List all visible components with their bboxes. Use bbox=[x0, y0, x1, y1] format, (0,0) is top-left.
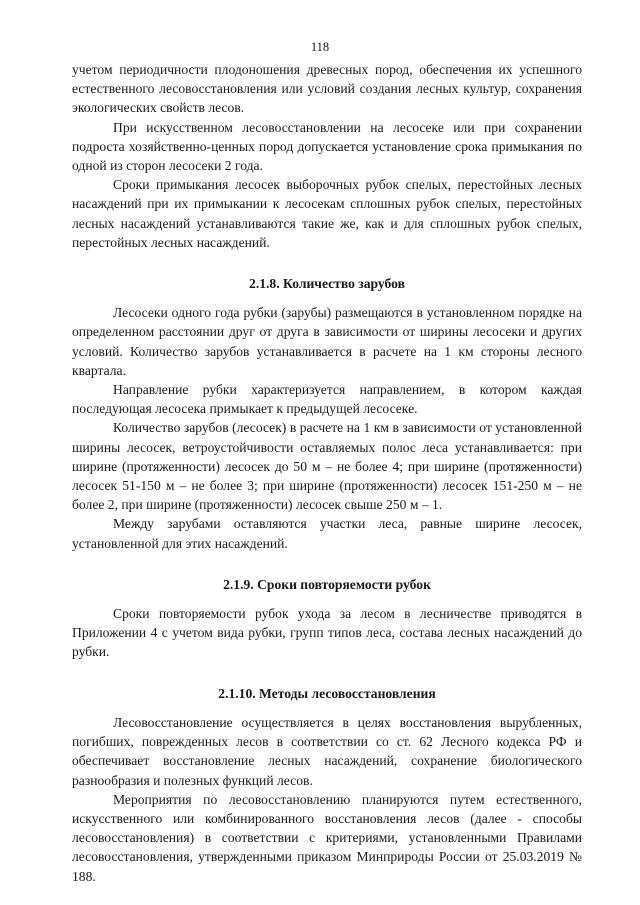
paragraph: Мероприятия по лесовосстановлению планируются путем естественного, искусственного или комбинированного восстановления лесов (далее - способы лесовосстановления) в соответствии с критериями, установленными Правилами лесовосстановления, утвержденными приказом Минприроды России от 25.03.2019 № 188. bbox=[72, 791, 582, 884]
paragraph: Сроки повторяемости рубок ухода за лесом в лесничестве приводятся в Приложении 4 с учетом вида рубки, групп типов леса, состава лесных насаждений до рубки. bbox=[72, 606, 582, 660]
paragraph: учетом периодичности плодоношения древесных пород, обеспечения их успешного естественного лесовосстановления или условий создания лесных культур, сохранения экологических свойств лесов. bbox=[72, 62, 582, 116]
section-heading: 2.1.9. Сроки повторяемости рубок bbox=[223, 576, 431, 592]
document-body bbox=[72, 60, 582, 886]
section-heading: 2.1.10. Методы лесовосстановления bbox=[218, 685, 436, 701]
paragraph: Сроки примыкания лесосек выборочных рубок спелых, перестойных лесных насаждений при их примыкании к лесосекам сплошных рубок спелых, перестойных лесных насаждений устанавливаются такие же, как и для сплошных рубок спелых, перестойных лесных насаждений. bbox=[72, 177, 582, 250]
paragraph: Лесовосстановление осуществляется в целях восстановления вырубленных, погибших, поврежденных лесов в соответствии со ст. 62 Лесного кодекса РФ и обеспечивает восстановление лесных насаждений, сохранение биологического разнообразия и полезных функций лесов. bbox=[72, 714, 582, 788]
paragraph: Между зарубами оставляются участки леса, равные ширине лесосек, установленной для этих насаждений. bbox=[72, 516, 582, 551]
paragraph: Лесосеки одного года рубки (зарубы) размещаются в установленном порядке на определенном расстоянии друг от друга в зависимости от ширины лесосеки и других условий. Количество зарубов устанавливается в расчете на 1 км стороны лесного квартала. bbox=[72, 305, 582, 378]
paragraph: Направление рубки характеризуется направлением, в котором каждая последующая лесосека примыкает к предыдущей лесосеке. bbox=[72, 382, 582, 417]
page-number: 118 bbox=[310, 40, 330, 54]
paragraph: При искусственном лесовосстановлении на лесосеке или при сохранении подроста хозяйственно-ценных пород допускается установление срока примыкания по одной из сторон лесосеки 2 года. bbox=[72, 119, 582, 174]
section-heading: 2.1.8. Количество зарубов bbox=[249, 276, 405, 292]
paragraph: Количество зарубов (лесосек) в расчете на 1 км в зависимости от установленной ширины лесосек, ветроустойчивости оставляемых полос леса устанавливается: при ширине (протяженности) лесосек до 50 м – не более 4; при ширине (протяженности) лесосек 51-150 м – не более 3; при ширине (протяженности) лесосек 151-250 м – не более 2, при ширине (протяженности) лесосек свыше 250 м – 1. bbox=[72, 420, 582, 513]
